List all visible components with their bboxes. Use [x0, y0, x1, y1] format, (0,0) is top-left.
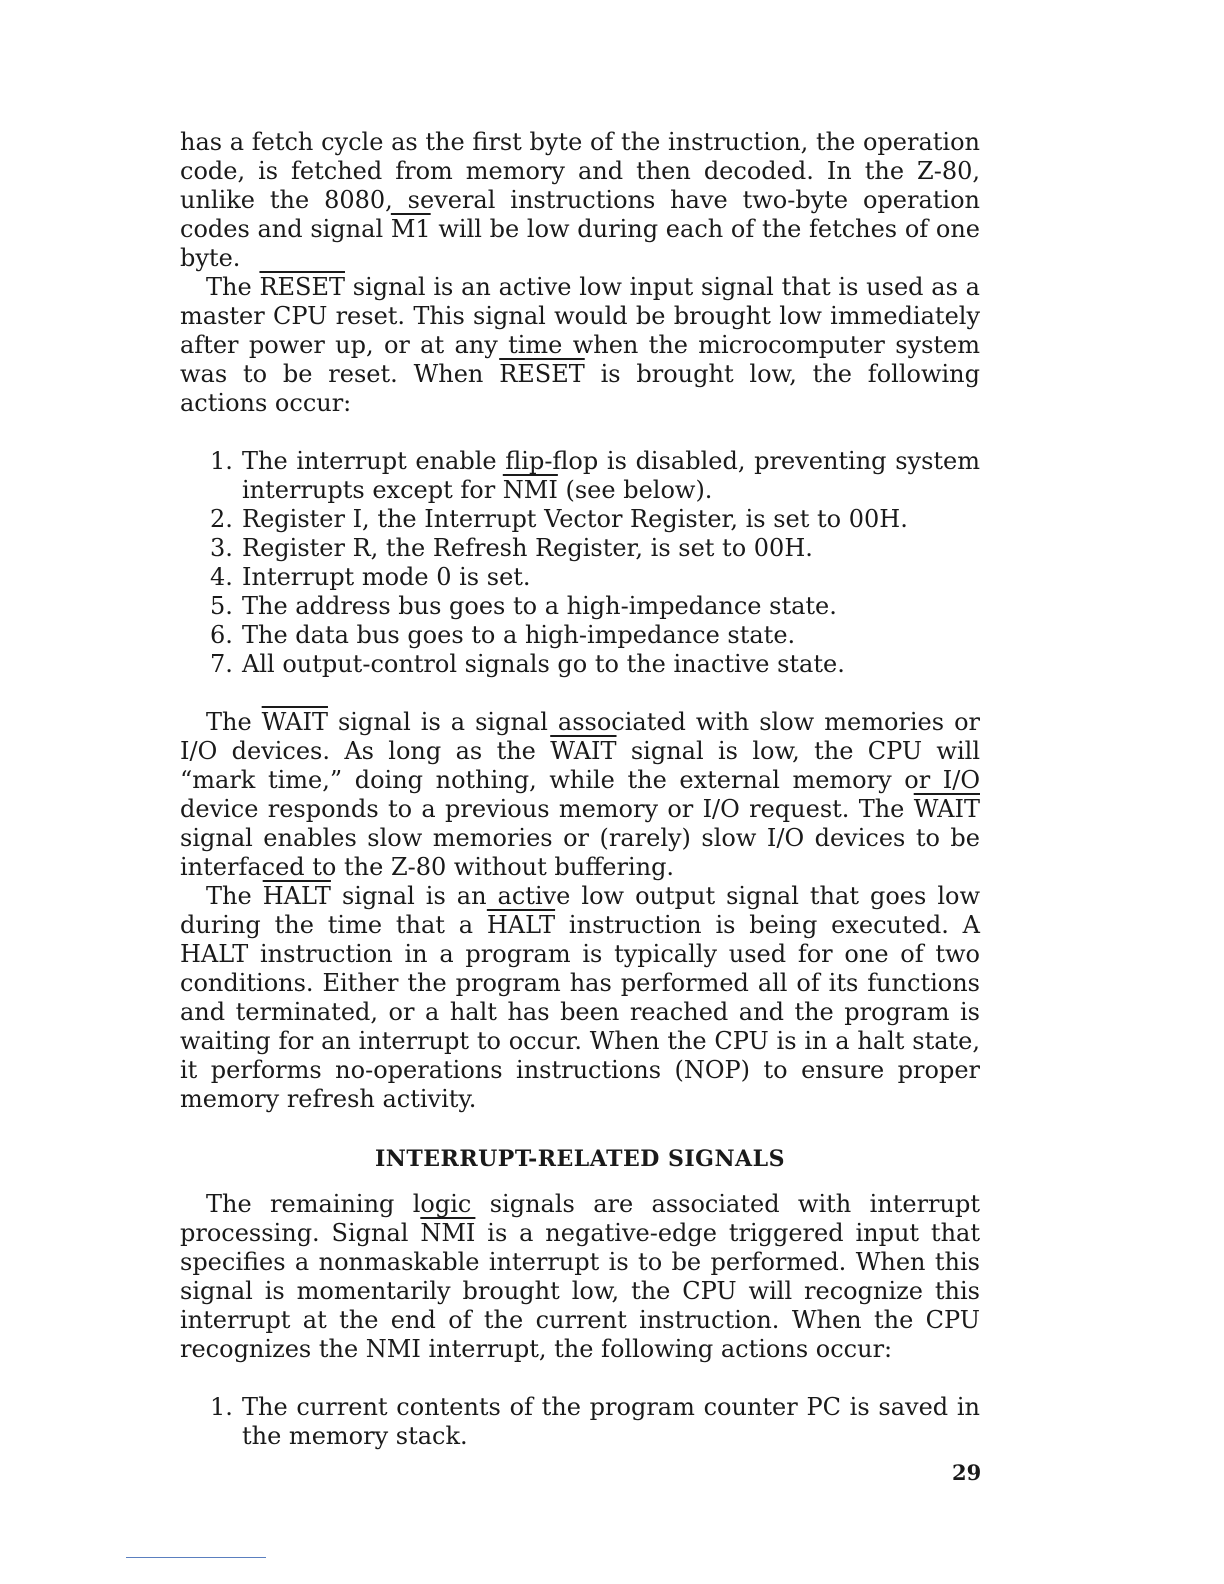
signal-nmi: $\overline{NMI}$	[502, 476, 558, 504]
list-item: 6. The data bus goes to a high-impedance state.	[210, 621, 796, 649]
nmi-actions-list	[180, 1393, 980, 1451]
signal-m1: M1	[390, 215, 431, 243]
paragraph-halt: The HALT signal is an active low output signal that goes low during the time that a HALT instruction is being executed. A HALT instruction in a program is typically used for one of two conditions. Either the program has performed all of its functions and terminated, or a halt has been reached and the program is waiting for an interrupt to occur. When the CPU is in a halt state, it performs no-operations instructions (NOP) to ensure proper memory refresh activity.	[180, 882, 980, 1113]
signal-wait: WAIT	[913, 795, 980, 823]
list-item: 5. The address bus goes to a high-impedance state.	[210, 592, 837, 620]
list-item: 7. All output-control signals go to the inactive state.	[210, 650, 845, 678]
section-heading: INTERRUPT-RELATED SIGNALS	[375, 1146, 785, 1172]
page-number: 29	[952, 1460, 982, 1485]
divider	[126, 1557, 266, 1558]
paragraph-fetch-cycle: has a fetch cycle as the first byte of the instruction, the operation code, is fetched from memory and then decoded. In the Z-80, unlike the 8080, several instructions have two-byte operation codes and signal M1 will be low during each of the fetches of one byte.	[180, 128, 980, 272]
signal-reset: RESET	[259, 273, 345, 301]
paragraph-wait: The WAIT signal is a signal associated with slow memories or I/O devices. As long as the WAIT signal is low, the CPU will “mark time,” doing nothing, while the external memory or I/O device responds to a previous memory or I/O request. The WAIT signal enables slow memories or (rarely) slow I/O devices to be interfaced to the Z-80 without buffering.	[180, 708, 981, 881]
paragraph-reset: The RESET signal is an active low input signal that is used as a master CPU reset. This signal would be brought low immediately after power up, or at any time when the microcomputer system was to be reset. When RESET is brought low, the following actions occur:	[180, 273, 980, 417]
signal-wait: WAIT	[261, 708, 328, 736]
signal-halt: HALT	[262, 882, 331, 910]
list-item: 1. The interrupt enable flip-flop is disabled, preventing system interrupts except for $\overline{NMI}$ (see below).	[210, 447, 980, 504]
signal-wait: WAIT	[550, 737, 617, 765]
signal-reset: RESET	[499, 360, 585, 388]
list-item: 3. Register R, the Refresh Register, is set to 00H.	[210, 534, 813, 562]
list-item: 4. Interrupt mode 0 is set.	[210, 563, 531, 591]
paragraph-interrupt: The remaining logic signals are associated with interrupt processing. Signal $\overline{NMI}$ is a negative-edge triggered input that specifies a nonmaskable interrupt is to be performed. When this signal is momentarily brought low, the CPU will recognize this interrupt at the end of the current instruction. When the CPU recognizes the NMI interrupt, the following actions occur:	[180, 1190, 980, 1363]
list-item: 1. The current contents of the program counter PC is saved in the memory stack.	[210, 1393, 980, 1450]
signal-nmi: $\overline{NMI}$	[420, 1219, 476, 1247]
reset-actions-list	[180, 447, 980, 679]
text-column	[180, 128, 980, 1451]
list-item: 2. Register I, the Interrupt Vector Register, is set to 00H.	[210, 505, 908, 533]
signal-halt: HALT	[486, 911, 556, 939]
